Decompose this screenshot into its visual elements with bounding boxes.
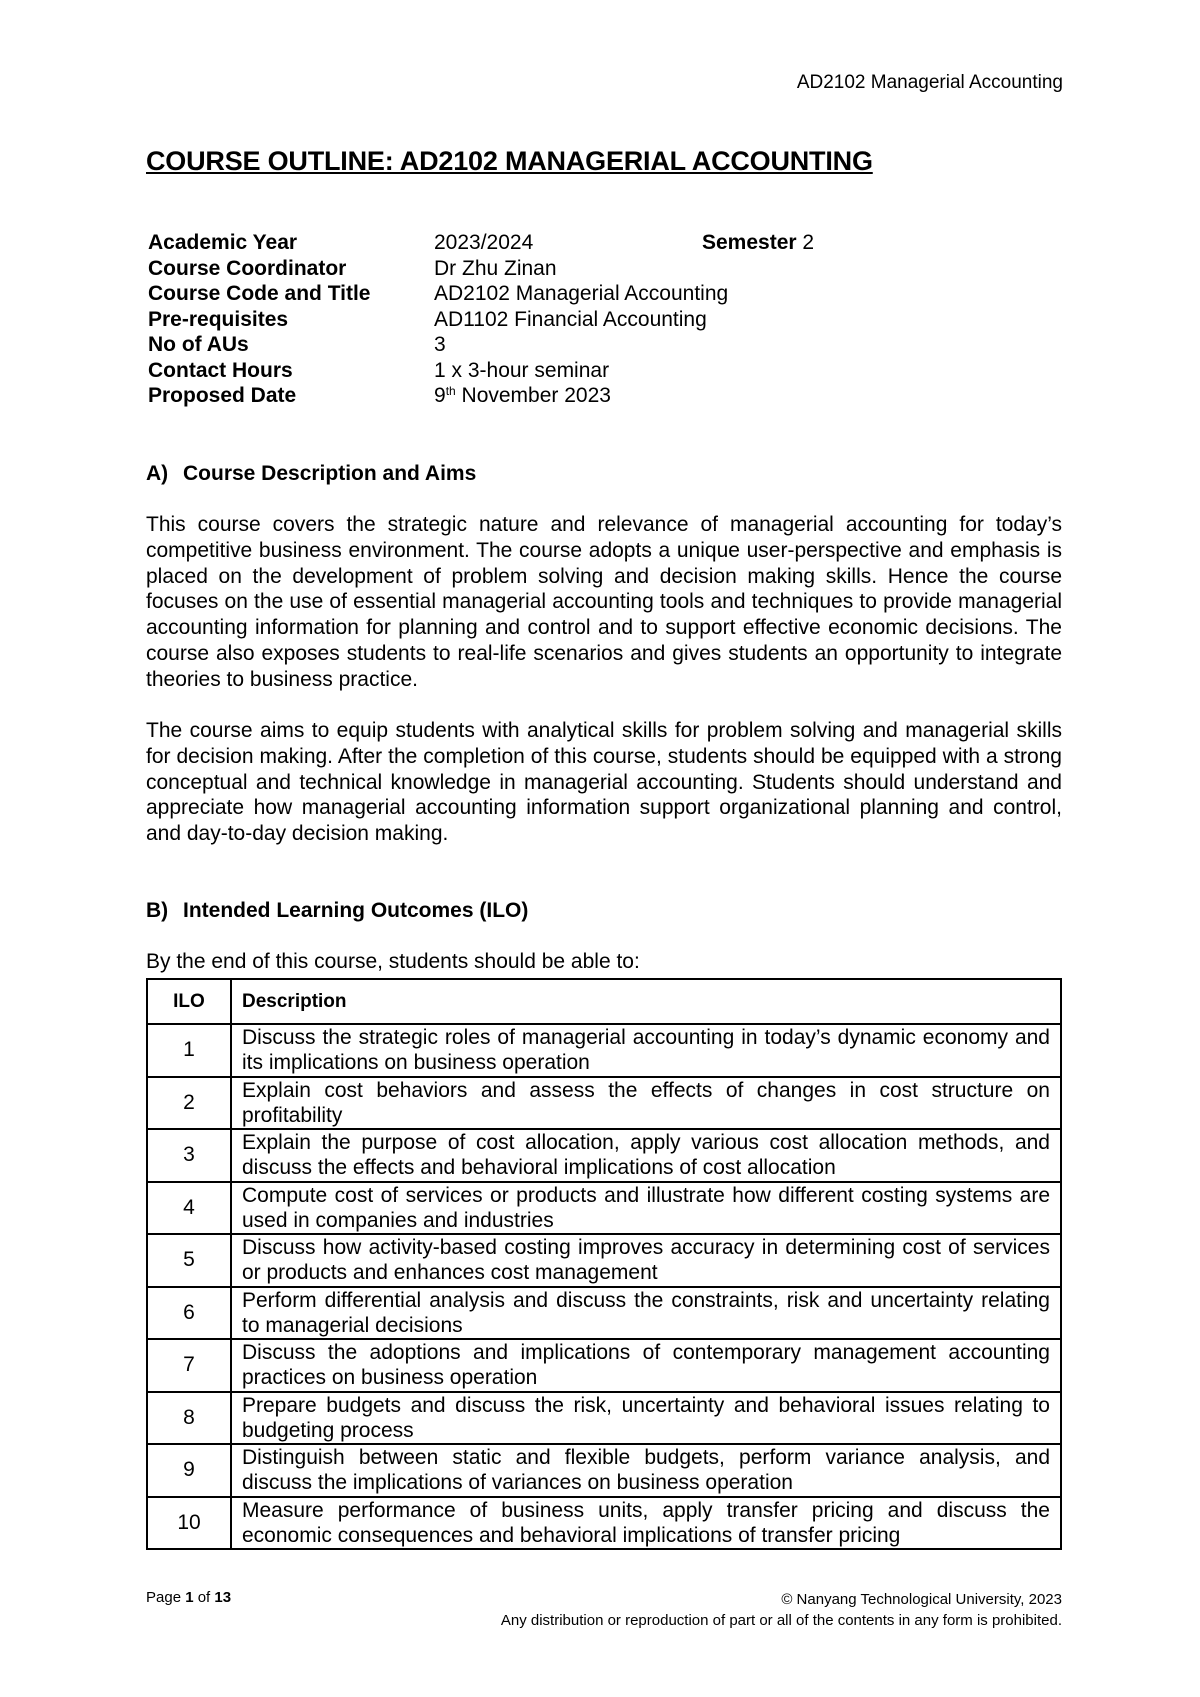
info-label: Course Code and Title bbox=[148, 282, 371, 305]
info-row-prerequisites bbox=[148, 307, 814, 333]
date-rest: November 2023 bbox=[455, 384, 611, 407]
copyright: © Nanyang Technological University, 2023 bbox=[781, 1591, 1062, 1608]
section-a-heading bbox=[146, 462, 476, 486]
column-header-ilo: ILO bbox=[147, 979, 231, 1024]
page-current: 1 bbox=[185, 1589, 194, 1606]
date-suffix: th bbox=[445, 384, 456, 398]
semester bbox=[702, 230, 814, 256]
info-row-contact-hours bbox=[148, 358, 814, 384]
ilo-description: Discuss the adoptions and implications of contemporary management accounting practices on business operation bbox=[231, 1339, 1061, 1392]
ilo-intro: By the end of this course, students should be able to: bbox=[146, 950, 640, 973]
section-title: Course Description and Aims bbox=[183, 462, 477, 485]
table-header-row bbox=[147, 979, 1061, 1024]
info-value: Dr Zhu Zinan bbox=[434, 256, 557, 280]
ilo-description: Discuss how activity-based costing improves accuracy in determining cost of services or products and enhances cost management bbox=[231, 1234, 1061, 1287]
ilo-number: 1 bbox=[147, 1024, 231, 1077]
section-letter: B) bbox=[146, 899, 169, 922]
table-row bbox=[147, 1287, 1061, 1340]
ilo-description: Compute cost of services or products and illustrate how different costing systems are used in companies and industries bbox=[231, 1182, 1061, 1235]
ilo-number: 5 bbox=[147, 1234, 231, 1287]
info-value: 3 bbox=[434, 333, 446, 356]
ilo-number: 6 bbox=[147, 1287, 231, 1340]
page-word: Page bbox=[146, 1589, 186, 1606]
ilo-number: 7 bbox=[147, 1339, 231, 1392]
aims-paragraph: The course aims to equip students with analytical skills for problem solving and managerial skills for decision making. After the completion of this course, students should be equipped with a strong conceptual and technical knowledge in managerial accounting. Students should understand and appreciate how managerial accounting information support organizational planning and control, and day-to-day decision making. bbox=[146, 719, 1062, 846]
distribution-notice: Any distribution or reproduction of part or all of the contents in any form is prohibited. bbox=[500, 1612, 1062, 1629]
section-b-heading bbox=[146, 899, 528, 923]
date-day: 9 bbox=[434, 384, 446, 407]
info-row-coordinator bbox=[148, 256, 814, 282]
section-letter: A) bbox=[146, 462, 169, 485]
ilo-number: 10 bbox=[147, 1497, 231, 1550]
info-label: Proposed Date bbox=[148, 384, 297, 407]
info-value: 1 x 3-hour seminar bbox=[434, 358, 610, 382]
ilo-description: Perform differential analysis and discuss the constraints, risk and uncertainty relating to managerial decisions bbox=[231, 1287, 1061, 1340]
ilo-number: 4 bbox=[147, 1182, 231, 1235]
table-row bbox=[147, 1024, 1061, 1077]
info-label: Pre-requisites bbox=[148, 307, 289, 331]
table-row bbox=[147, 1077, 1061, 1130]
info-label: Course Coordinator bbox=[148, 256, 347, 280]
column-header-description: Description bbox=[231, 979, 1061, 1024]
table-row bbox=[147, 1497, 1061, 1550]
info-row-proposed-date bbox=[148, 383, 814, 409]
info-label: No of AUs bbox=[148, 333, 249, 356]
info-row-code-title bbox=[148, 281, 814, 307]
course-info bbox=[148, 230, 814, 409]
ilo-description: Measure performance of business units, apply transfer pricing and discuss the economic consequences and behavioral implications of transfer pricing bbox=[231, 1497, 1061, 1550]
table-row bbox=[147, 1182, 1061, 1235]
footer-notice bbox=[501, 1589, 1062, 1631]
ilo-number: 3 bbox=[147, 1129, 231, 1182]
info-value bbox=[434, 383, 702, 409]
page-total: 13 bbox=[214, 1589, 232, 1606]
info-value: 2023/2024 bbox=[434, 231, 534, 254]
info-label: Academic Year bbox=[148, 231, 298, 254]
ilo-table bbox=[146, 978, 1062, 1550]
ilo-number: 9 bbox=[147, 1444, 231, 1497]
section-title: Intended Learning Outcomes (ILO) bbox=[183, 899, 529, 922]
table-row bbox=[147, 1444, 1061, 1497]
table-row bbox=[147, 1129, 1061, 1182]
semester-label: Semester bbox=[702, 231, 797, 254]
running-header: AD2102 Managerial Accounting bbox=[796, 72, 1063, 93]
info-label: Contact Hours bbox=[148, 358, 293, 382]
description-paragraph: This course covers the strategic nature and relevance of managerial accounting for today’s competitive business environment. The course adopts a unique user-perspective and emphasis is placed on the development of problem solving and decision making skills. Hence the course focuses on the use of essential managerial accounting tools and techniques to provide managerial accounting information for planning and control and to support effective economic decisions. The course also exposes students to real-life scenarios and gives students an opportunity to integrate theories to business practice. bbox=[146, 513, 1062, 691]
ilo-description: Explain the purpose of cost allocation, apply various cost allocation methods, and discuss the effects and behavioral implications of cost allocation bbox=[231, 1129, 1061, 1182]
table-row bbox=[147, 1234, 1061, 1287]
table-row bbox=[147, 1339, 1061, 1392]
ilo-description: Discuss the strategic roles of managerial accounting in today’s dynamic economy and its implications on business operation bbox=[231, 1024, 1061, 1077]
ilo-description: Explain cost behaviors and assess the effects of changes in cost structure on profitability bbox=[231, 1077, 1061, 1130]
info-row-academic-year bbox=[148, 230, 814, 256]
page-of: of bbox=[193, 1589, 215, 1606]
ilo-number: 8 bbox=[147, 1392, 231, 1445]
page-number bbox=[146, 1589, 231, 1606]
semester-value: 2 bbox=[796, 231, 815, 254]
table-row bbox=[147, 1392, 1061, 1445]
ilo-description: Distinguish between static and flexible budgets, perform variance analysis, and discuss the implications of variances on business operation bbox=[231, 1444, 1061, 1497]
info-value: AD2102 Managerial Accounting bbox=[434, 282, 729, 305]
page-title: COURSE OUTLINE: AD2102 MANAGERIAL ACCOUNTING bbox=[146, 146, 873, 176]
info-value: AD1102 Financial Accounting bbox=[434, 307, 707, 331]
info-row-aus bbox=[148, 332, 814, 358]
ilo-description: Prepare budgets and discuss the risk, uncertainty and behavioral issues relating to budgeting process bbox=[231, 1392, 1061, 1445]
ilo-number: 2 bbox=[147, 1077, 231, 1130]
